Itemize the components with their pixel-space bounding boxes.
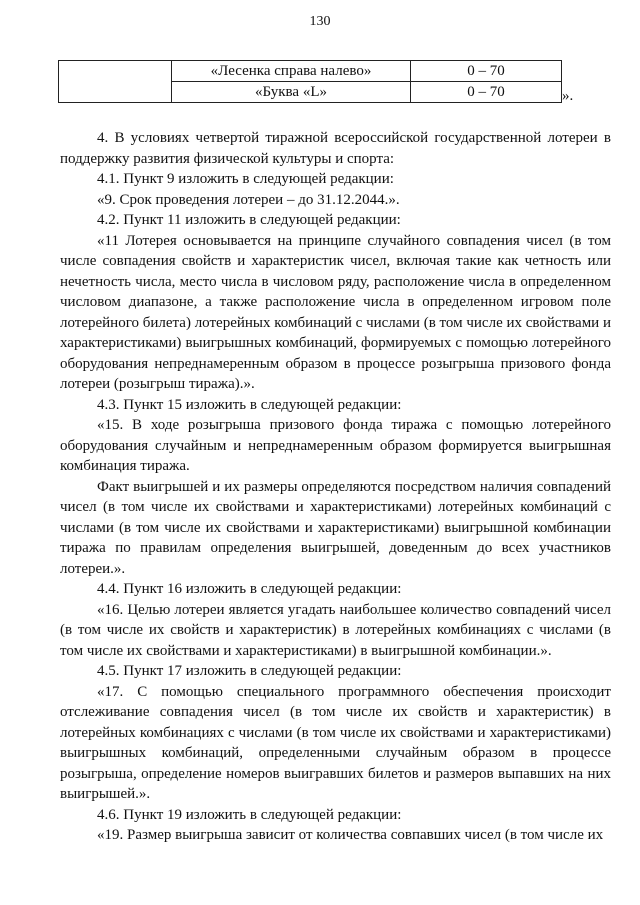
paragraph: «9. Срок проведения лотереи – до 31.12.2044.». <box>97 191 400 208</box>
paragraph: «19. Размер выигрыша зависит от количества совпавших чисел (в том числе их <box>97 827 604 843</box>
paragraph: 4.4. Пункт 16 изложить в следующей редакции: <box>97 581 402 597</box>
paragraph: 4.2. Пункт 11 изложить в следующей редакции: <box>97 212 401 228</box>
paragraph: Факт выигрышей и их размеры определяются посредством наличия совпадений чисел (в том числе их свойствами и характеристиками) лотерейных комбинаций с числами (в том числе их свойствами и характеристиками) выигрышной комбинации тиража по правилам определения выигрышей, доведенным до всех участников лотереи.». <box>60 478 611 577</box>
table-closing-quote: ». <box>562 88 574 104</box>
paragraph: «15. В ходе розыгрыша призового фонда тиража с помощью лотерейного оборудования случайным и непреднамеренным образом формируется выигрышная комбинация тиража. <box>60 417 611 474</box>
paragraph: «16. Целью лотереи является угадать наибольшее количество совпадений чисел (в том числе их свойств и характеристик) в лотерейных комбинациях с числами (в том числе их свойствами и характеристиками) в выигрышной комбинации.». <box>60 601 611 659</box>
paragraph: «17. С помощью специального программного обеспечения происходит отслеживание совпадения чисел (в том числе их свойств и характеристик) в лотерейных комбинациях с числами (в том числе их свойствами и характеристиками) выигрышных комбинаций, определенными случайным образом в процессе розыгрыша, определение номеров выигравших билетов и размеров выпавших на них выигрышей.». <box>60 683 611 802</box>
page-number: 130 <box>309 14 331 29</box>
paragraph: 4.6. Пункт 19 изложить в следующей редакции: <box>97 806 402 823</box>
paragraph: 4.3. Пункт 15 изложить в следующей редакции: <box>97 396 402 413</box>
table-cell-figure-name: «Лесенка справа налево» <box>172 61 411 82</box>
lottery-figures-table <box>58 60 562 103</box>
paragraph: 4.1. Пункт 9 изложить в следующей редакции: <box>97 171 394 187</box>
paragraph: 4.5. Пункт 17 изложить в следующей редакции: <box>97 663 402 679</box>
table-cell-figure-name: «Буква «L» <box>172 82 411 103</box>
document-body <box>60 128 611 846</box>
paragraph: «11 Лотерея основывается на принципе случайного совпадения чисел (в том числе совпадения свойств и характеристик чисел, включая такие как четность или нечетность числа, место числа в числовом ряду, расположение числа в определенном числовом диапазоне, а также расположение числа в определенном игровом поле лотерейного билета) лотерейных комбинаций с числами (в том числе их свойствами и характеристиками) выигрышных комбинаций, формируемых с помощью лотерейного оборудования непреднамеренным образом в процессе розыгрыша призового фонда лотереи (розыгрыш тиража).». <box>60 232 611 392</box>
table-row <box>59 61 562 82</box>
table-cell-range: 0 – 70 <box>411 61 562 82</box>
paragraph: 4. В условиях четвертой тиражной всероссийской государственной лотереи в поддержку развития физической культуры и спорта: <box>60 130 611 167</box>
table-cell-empty <box>59 61 172 103</box>
table-cell-range: 0 – 70 <box>411 82 562 103</box>
